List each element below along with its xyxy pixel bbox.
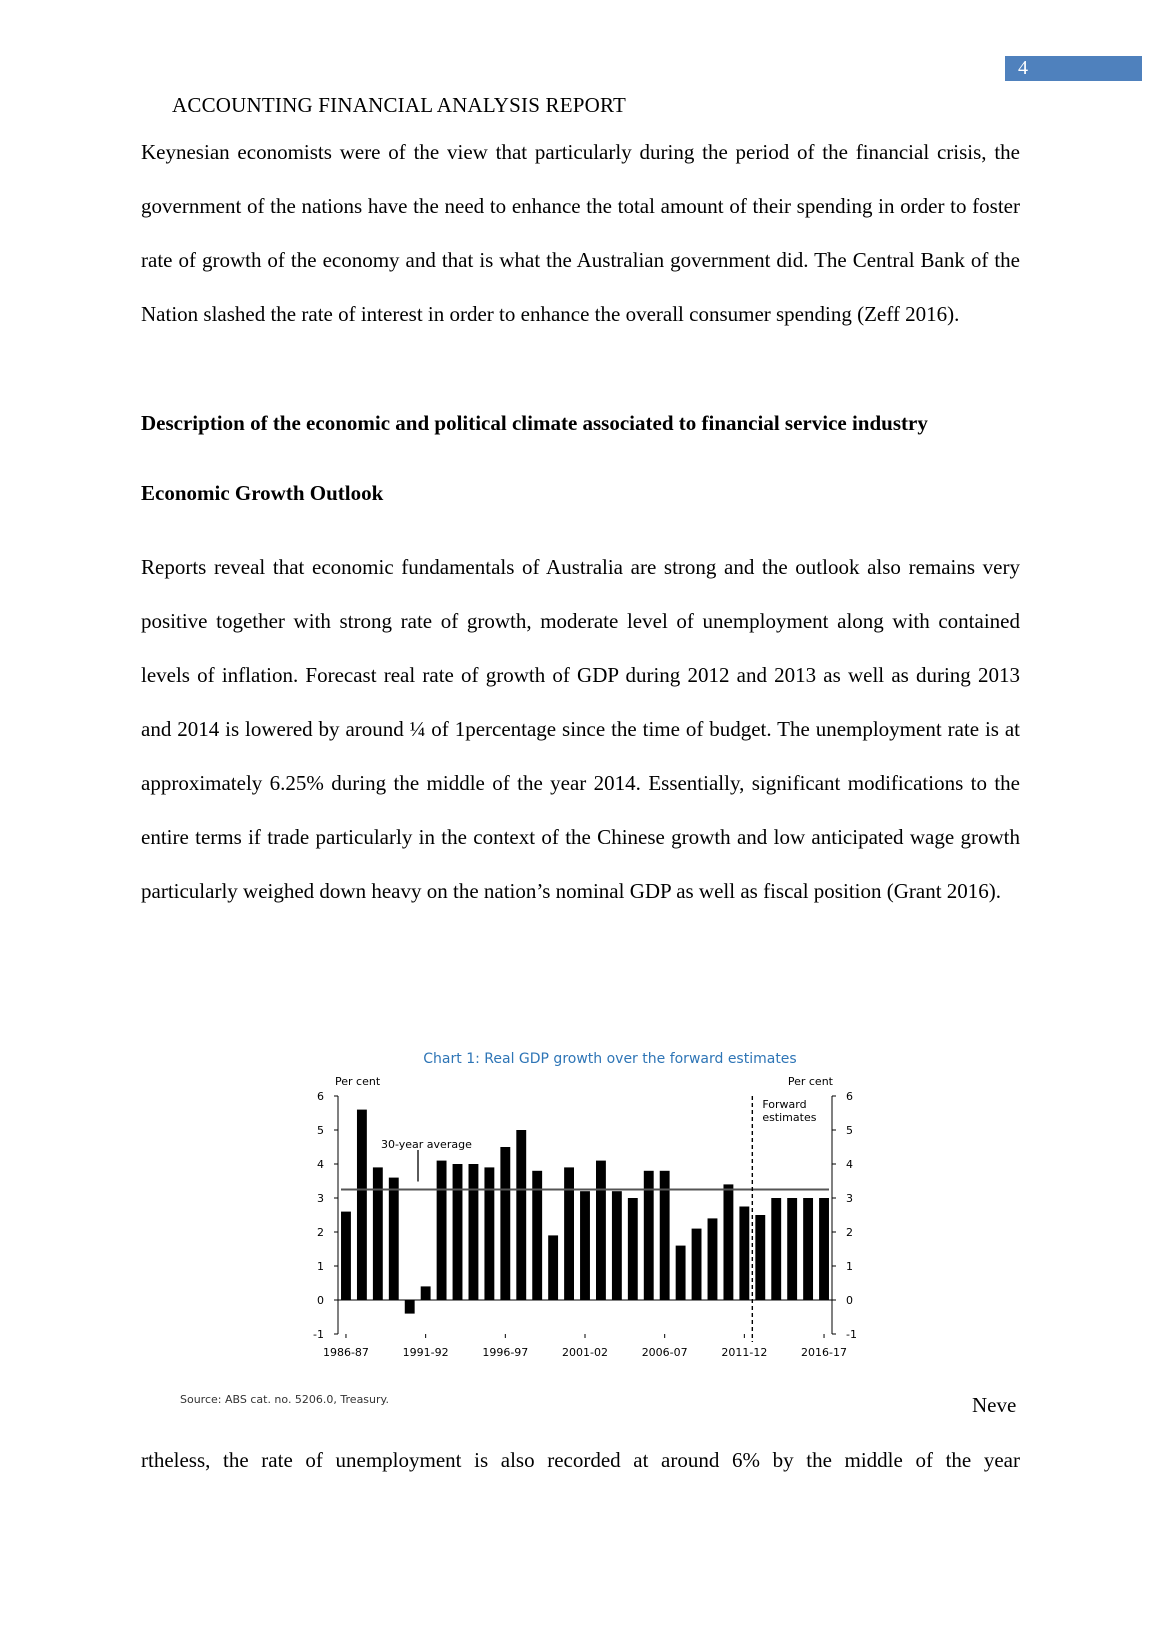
bar-1994-95 [469, 1164, 479, 1300]
y-axis-label-right: Per cent [787, 1075, 833, 1088]
y-tick-label-right: -1 [846, 1328, 857, 1341]
y-tick-label-left: 0 [317, 1294, 324, 1307]
y-tick-label-left: 2 [317, 1226, 324, 1239]
bar-2014-15 [787, 1198, 797, 1300]
bar-2000-01 [564, 1167, 574, 1300]
chart-title: Chart 1: Real GDP growth over the forward estimates [423, 1051, 797, 1067]
bar-1993-94 [453, 1164, 463, 1300]
y-tick-label-right: 2 [846, 1226, 853, 1239]
paragraph-tail-word: Neve [972, 1393, 1017, 1417]
bar-2012-13 [755, 1215, 765, 1300]
bar-1999-00 [548, 1235, 558, 1300]
x-tick-label-2016-17: 2016-17 [801, 1346, 848, 1359]
x-tick-label-2006-07: 2006-07 [641, 1346, 688, 1359]
bar-2011-12 [739, 1207, 749, 1301]
bar-1986-87 [341, 1212, 351, 1300]
bar-2008-09 [692, 1229, 702, 1300]
bar-1996-97 [500, 1147, 510, 1300]
y-tick-label-right: 6 [846, 1090, 853, 1103]
bar-2007-08 [676, 1246, 686, 1300]
bar-2003-04 [612, 1191, 622, 1300]
bar-1987-88 [357, 1110, 367, 1300]
bar-2010-11 [723, 1184, 733, 1300]
chart-source: Source: ABS cat. no. 5206.0, Treasury. [180, 1393, 389, 1406]
paragraph-reports: Reports reveal that economic fundamentals of Australia are strong and the outlook also remains very positive together with strong rate of growth, moderate level of unemployment along with contained levels of inflation. Forecast real rate of growth of GDP during 2012 and 2013 as well as during 2013 and 2014 is lowered by around ¼ of 1percentage since the time of budget. The unemployment rate is at approximately 6.25% during the middle of the year 2014. Essentially, significant modifications to the entire terms if trade particularly in the context of the Chinese growth and low anticipated wage growth particularly weighed down heavy on the nation’s nominal GDP as well as fiscal position (Grant 2016). [141, 555, 1020, 903]
bar-2001-02 [580, 1191, 590, 1300]
running-header: ACCOUNTING FINANCIAL ANALYSIS REPORT [172, 93, 626, 117]
bar-2013-14 [771, 1198, 781, 1300]
bar-1991-92 [421, 1286, 431, 1300]
section-heading-growth-outlook: Economic Growth Outlook [141, 481, 384, 505]
y-tick-label-right: 3 [846, 1192, 853, 1205]
y-tick-label-left: -1 [313, 1328, 324, 1341]
x-tick-label-2001-02: 2001-02 [562, 1346, 608, 1359]
x-tick-label-2011-12: 2011-12 [721, 1346, 768, 1359]
y-tick-label-right: 0 [846, 1294, 853, 1307]
y-tick-label-left: 4 [317, 1158, 324, 1171]
average-label: 30-year average [381, 1138, 472, 1151]
forecast-label-line2: estimates [762, 1111, 817, 1124]
paragraph-tail-line: rtheless, the rate of unemployment is also recorded at around 6% by the middle of the year [141, 1448, 1020, 1472]
page-number: 4 [1018, 57, 1028, 79]
bar-2002-03 [596, 1161, 606, 1300]
y-tick-label-right: 1 [846, 1260, 853, 1273]
paragraph-keynesian: Keynesian economists were of the view that particularly during the period of the financial crisis, the government of the nations have the need to enhance the total amount of their spending in order to foster rate of growth of the economy and that is what the Australian government did. The Central Bank of the Nation slashed the rate of interest in order to enhance the overall consumer spending (Zeff 2016). [141, 140, 1020, 326]
y-tick-label-left: 3 [317, 1192, 324, 1205]
y-axis-label-left: Per cent [335, 1075, 381, 1088]
y-tick-label-right: 4 [846, 1158, 853, 1171]
x-tick-label-1996-97: 1996-97 [482, 1346, 529, 1359]
bar-1995-96 [484, 1167, 494, 1300]
x-tick-label-1986-87: 1986-87 [322, 1346, 369, 1359]
y-tick-label-right: 5 [846, 1124, 853, 1137]
x-tick-label-1991-92: 1991-92 [402, 1346, 449, 1359]
bar-1988-89 [373, 1167, 383, 1300]
bar-1997-98 [516, 1130, 526, 1300]
bar-2004-05 [628, 1198, 638, 1300]
bar-2009-10 [708, 1218, 718, 1300]
y-tick-label-left: 1 [317, 1260, 324, 1273]
bar-2015-16 [803, 1198, 813, 1300]
forecast-label-line1: Forward [762, 1098, 807, 1111]
bar-1992-93 [437, 1161, 447, 1300]
y-tick-label-left: 6 [317, 1090, 324, 1103]
bar-1990-91 [405, 1300, 415, 1314]
y-tick-label-left: 5 [317, 1124, 324, 1137]
gdp-chart-svg [175, 1043, 935, 1418]
section-heading-climate: Description of the economic and political climate associated to financial service industry [141, 411, 928, 435]
gdp-chart [175, 1043, 935, 1418]
chart-plot [313, 1090, 857, 1359]
bar-1989-90 [389, 1178, 399, 1300]
bar-2016-17 [819, 1198, 829, 1300]
